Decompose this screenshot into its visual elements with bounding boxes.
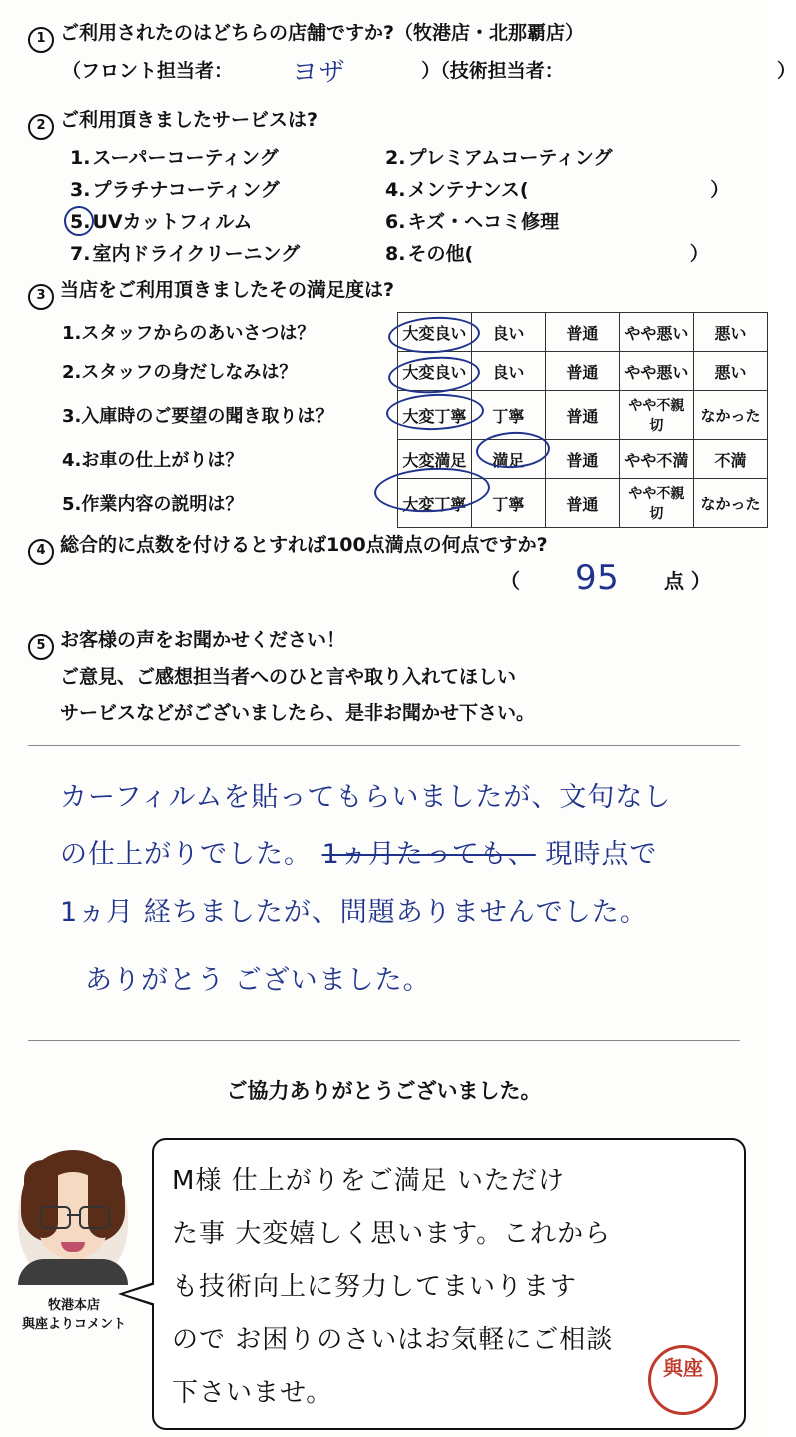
sat-row-3-opt-5[interactable]: なかった <box>693 391 767 440</box>
sat-row-5-opt-1[interactable]: 大変丁寧 <box>397 479 471 528</box>
question-3 <box>28 275 394 310</box>
service-option-8-close: ） <box>689 243 709 265</box>
score-unit: 点 <box>663 569 684 593</box>
free-comment-line-3 <box>60 890 648 929</box>
service-option-8[interactable] <box>385 239 709 266</box>
sat-row-2-opt-1[interactable]: 大変良い <box>397 352 471 391</box>
front-staff-answer: ヨザ <box>292 58 346 88</box>
sat-row-1-opt-1[interactable]: 大変良い <box>397 313 471 352</box>
service-option-7-no: 7. <box>70 243 91 265</box>
reply-line-5: 下さいませ。 <box>172 1378 334 1408</box>
question-2-text: ご利用頂きましたサービスは? <box>60 109 319 131</box>
sat-row-3-opt-1[interactable]: 大変丁寧 <box>397 391 471 440</box>
table-row <box>60 313 768 352</box>
question-5-line2: ご意見、ご感想担当者へのひと言や取り入れてほしい <box>60 666 517 688</box>
service-option-4-no: 4. <box>385 179 406 201</box>
staff-portrait-icon <box>18 1150 128 1285</box>
sat-row-1-opt-3[interactable]: 普通 <box>545 313 619 352</box>
question-1-text: ご利用されたのはどちらの店舗ですか?（牧港店・北那覇店） <box>60 22 585 44</box>
free-comment-line-4: ありがとう ございました。 <box>85 965 431 996</box>
sat-row-4-opt-5[interactable]: 不満 <box>693 440 767 479</box>
question-1 <box>28 18 584 53</box>
balloon-tail-inner <box>124 1284 156 1304</box>
total-score-value: 95 <box>575 558 620 598</box>
satisfaction-table <box>60 312 768 528</box>
question-4-number: 4 <box>28 539 54 565</box>
free-comment-strikeout-1: 1ヵ月たっても、 <box>321 839 536 870</box>
free-comment-line-2 <box>60 832 657 871</box>
service-option-1-no: 1. <box>70 147 91 169</box>
service-option-3-no: 3. <box>70 179 91 201</box>
question-3-number: 3 <box>28 284 54 310</box>
service-option-5[interactable] <box>70 207 253 234</box>
question-5 <box>28 625 345 660</box>
service-option-4-close: ） <box>710 179 730 201</box>
service-option-2-label: プレミアムコーティング <box>407 147 613 169</box>
sat-row-3-opt-2[interactable]: 丁寧 <box>471 391 545 440</box>
table-row <box>60 391 768 440</box>
sat-row-5-opt-4[interactable]: やや不親切 <box>619 479 693 528</box>
tech-staff-label: ）（技術担当者： <box>421 60 564 82</box>
sat-row-2-opt-5[interactable]: 悪い <box>693 352 767 391</box>
question-5-line3: サービスなどがございましたら、是非お聞かせ下さい。 <box>60 702 536 724</box>
sat-row-2-opt-3[interactable]: 普通 <box>545 352 619 391</box>
reply-line-3: も技術向上に努力してまいります <box>172 1272 578 1302</box>
glasses-bridge-icon <box>67 1214 79 1216</box>
sat-row-3-label: 3.入庫時のご要望の聞き取りは？ <box>62 406 334 427</box>
service-option-6[interactable] <box>385 207 559 234</box>
table-row <box>60 479 768 528</box>
table-row <box>60 352 768 391</box>
table-row <box>60 440 768 479</box>
tech-staff-close: ） <box>777 60 796 82</box>
service-option-6-no: 6. <box>385 211 406 233</box>
shoulders-shape <box>18 1259 128 1285</box>
service-option-1[interactable] <box>70 143 279 170</box>
front-staff-label: （フロント担当者： <box>62 60 234 82</box>
sat-row-5-opt-3[interactable]: 普通 <box>545 479 619 528</box>
reply-line-2: た事 大変嬉しく思います。これから <box>172 1219 612 1249</box>
service-option-3[interactable] <box>70 175 280 202</box>
service-option-6-label: キズ・ヘコミ修理 <box>407 211 560 233</box>
question-5-line1: お客様の声をお聞かせください！ <box>60 629 346 651</box>
sat-row-5-label: 5.作業内容の説明は？ <box>62 494 244 515</box>
sat-row-5-opt-2[interactable]: 丁寧 <box>471 479 545 528</box>
service-option-5-no-circled: 5. <box>70 211 91 233</box>
sat-row-1-opt-5[interactable]: 悪い <box>693 313 767 352</box>
sat-row-4-opt-1[interactable]: 大変満足 <box>397 440 471 479</box>
divider-bottom <box>28 1040 740 1041</box>
sat-row-5-opt-5[interactable]: なかった <box>693 479 767 528</box>
service-option-5-label: UVカットフィルム <box>92 211 253 233</box>
sat-row-4-opt-2[interactable]: 満足 <box>471 440 545 479</box>
glasses-left-icon <box>40 1206 71 1229</box>
question-1-number: 1 <box>28 27 54 53</box>
thanks-message: ご協力ありがとうございました。 <box>226 1079 542 1103</box>
question-4-text: 総合的に点数を付けるとすれば100点満点の何点ですか? <box>60 534 548 556</box>
service-option-1-label: スーパーコーティング <box>92 147 279 169</box>
service-option-3-label: プラチナコーティング <box>92 179 280 201</box>
sat-row-2-opt-4[interactable]: やや悪い <box>619 352 693 391</box>
service-option-2[interactable] <box>385 143 612 170</box>
question-3-text: 当店をご利用頂きましたその満足度は? <box>60 279 395 301</box>
reply-line-1: M様 仕上がりをご満足 いただけ <box>172 1166 565 1196</box>
staff-caption-line1: 牧港本店 <box>47 1298 100 1313</box>
question-4 <box>28 530 548 565</box>
sat-row-4-opt-4[interactable]: やや不満 <box>619 440 693 479</box>
staff-seal-stamp: 與座 <box>648 1345 718 1415</box>
sat-row-3-opt-3[interactable]: 普通 <box>545 391 619 440</box>
sat-row-3-opt-4[interactable]: やや不親切 <box>619 391 693 440</box>
sat-row-4-label: 4.お車の仕上がりは？ <box>62 450 244 471</box>
score-bracket-open: （ <box>500 569 520 593</box>
service-option-7-label: 室内ドライクリーニング <box>92 243 301 265</box>
reply-line-4: ので お困りのさいはお気軽にご相談 <box>172 1325 614 1355</box>
free-comment-line-3-text: 1ヵ月 経ちましたが、問題ありませんでした。 <box>60 897 648 928</box>
sat-row-4-opt-3[interactable]: 普通 <box>545 440 619 479</box>
score-bracket-close: ） <box>690 569 711 593</box>
divider-top <box>28 745 740 746</box>
question-1-subline <box>62 56 796 83</box>
service-option-4-label: メンテナンス( <box>407 179 529 201</box>
service-option-2-no: 2. <box>385 147 406 169</box>
question-2-number: 2 <box>28 114 54 140</box>
sat-row-2-label: 2.スタッフの身だしなみは？ <box>62 362 298 383</box>
question-5-number: 5 <box>28 634 54 660</box>
sat-row-1-opt-4[interactable]: やや悪い <box>619 313 693 352</box>
free-comment-line-2-text: の仕上がりでした。 <box>60 839 312 870</box>
question-2 <box>28 105 318 140</box>
free-comment-line-2-tail: 現時点で <box>545 839 658 870</box>
free-comment-line-1: カーフィルムを貼ってもらいましたが、文句なし <box>60 782 672 813</box>
staff-caption-line2: 與座よりコメント <box>21 1316 126 1332</box>
service-option-8-no: 8. <box>385 243 406 265</box>
sat-row-2-opt-2[interactable]: 良い <box>471 352 545 391</box>
glasses-right-icon <box>79 1206 110 1229</box>
service-option-7[interactable] <box>70 239 300 266</box>
service-option-8-label: その他( <box>407 243 474 265</box>
sat-row-1-opt-2[interactable]: 良い <box>471 313 545 352</box>
service-option-4[interactable] <box>385 175 729 202</box>
sat-row-1-label: 1.スタッフからのあいさつは？ <box>62 323 316 344</box>
